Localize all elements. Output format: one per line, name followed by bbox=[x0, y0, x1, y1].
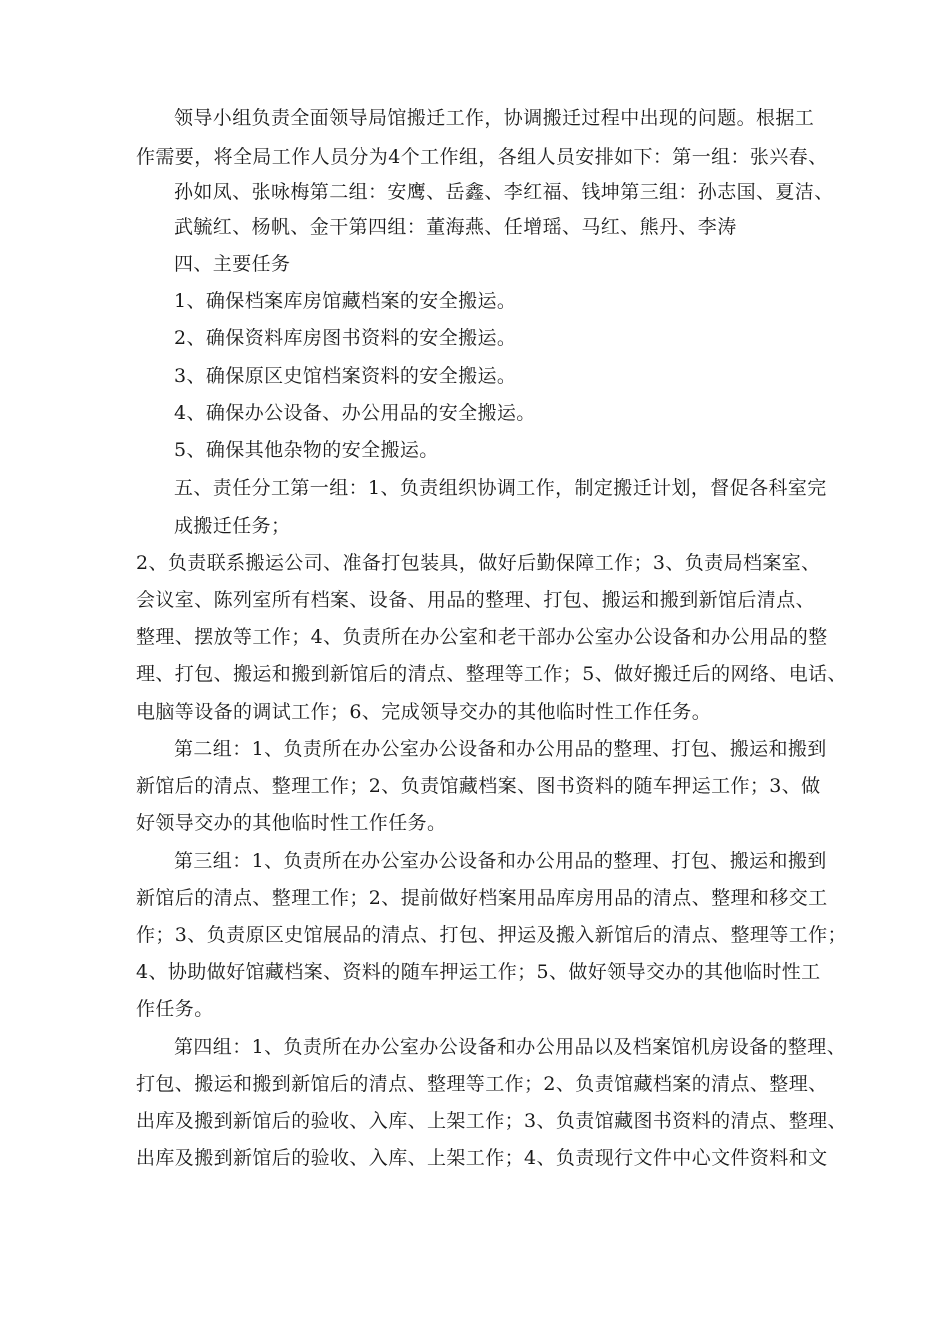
text-line: 作需要，将全局工作人员分为4个工作组，各组人员安排如下：第一组：张兴春、 bbox=[136, 146, 828, 168]
text-line: 会议室、陈列室所有档案、设备、用品的整理、打包、搬运和搬到新馆后清点、 bbox=[136, 589, 816, 611]
text-line: 孙如凤、张咏梅第二组：安鹰、岳鑫、李红福、钱坤第三组：孙志国、夏洁、 bbox=[174, 181, 834, 203]
text-line: 第四组：1、负责所在办公室办公设备和办公用品以及档案馆机房设备的整理、 bbox=[174, 1036, 847, 1058]
text-line: 新馆后的清点、整理工作；2、负责馆藏档案、图书资料的随车押运工作；3、做 bbox=[136, 775, 821, 797]
text-line: 4、协助做好馆藏档案、资料的随车押运工作；5、做好领导交办的其他临时性工 bbox=[136, 961, 821, 983]
text-line: 电脑等设备的调试工作；6、完成领导交办的其他临时性工作任务。 bbox=[136, 701, 712, 723]
text-line: 作任务。 bbox=[136, 998, 214, 1020]
text-line: 整理、摆放等工作；4、负责所在办公室和老干部办公室办公设备和办公用品的整 bbox=[136, 626, 828, 648]
text-line: 第二组：1、负责所在办公室办公设备和办公用品的整理、打包、搬运和搬到 bbox=[174, 738, 827, 760]
text-line: 五、责任分工第一组：1、负责组织协调工作，制定搬迁计划，督促各科室完 bbox=[174, 477, 827, 499]
text-line: 武毓红、杨帆、金干第四组：董海燕、任增瑶、马红、熊丹、李涛 bbox=[174, 216, 737, 238]
text-line: 理、打包、搬运和搬到新馆后的清点、整理等工作；5、做好搬迁后的网络、电话、 bbox=[136, 663, 847, 685]
text-line: 第三组：1、负责所在办公室办公设备和办公用品的整理、打包、搬运和搬到 bbox=[174, 850, 827, 872]
list-item: 1、确保档案库房馆藏档案的安全搬运。 bbox=[174, 290, 517, 312]
text-line: 打包、搬运和搬到新馆后的清点、整理等工作；2、负责馆藏档案的清点、整理、 bbox=[136, 1073, 828, 1095]
text-line: 好领导交办的其他临时性工作任务。 bbox=[136, 812, 447, 834]
text-line: 出库及搬到新馆后的验收、入库、上架工作；4、负责现行文件中心文件资料和文 bbox=[136, 1147, 828, 1169]
list-item: 4、确保办公设备、办公用品的安全搬运。 bbox=[174, 402, 536, 424]
text-line: 成搬迁任务； bbox=[174, 515, 291, 537]
list-item: 5、确保其他杂物的安全搬运。 bbox=[174, 439, 439, 461]
text-line: 出库及搬到新馆后的验收、入库、上架工作；3、负责馆藏图书资料的清点、整理、 bbox=[136, 1110, 847, 1132]
text-line: 作；3、负责原区史馆展品的清点、打包、押运及搬入新馆后的清点、整理等工作； bbox=[136, 924, 847, 946]
section-heading: 四、主要任务 bbox=[174, 253, 291, 275]
list-item: 3、确保原区史馆档案资料的安全搬运。 bbox=[174, 365, 517, 387]
list-item: 2、确保资料库房图书资料的安全搬运。 bbox=[174, 327, 517, 349]
text-line: 2、负责联系搬运公司、准备打包装具，做好后勤保障工作；3、负责局档案室、 bbox=[136, 552, 821, 574]
text-line: 新馆后的清点、整理工作；2、提前做好档案用品库房用品的清点、整理和移交工 bbox=[136, 887, 828, 909]
text-line: 领导小组负责全面领导局馆搬迁工作，协调搬迁过程中出现的问题。根据工 bbox=[174, 107, 815, 129]
